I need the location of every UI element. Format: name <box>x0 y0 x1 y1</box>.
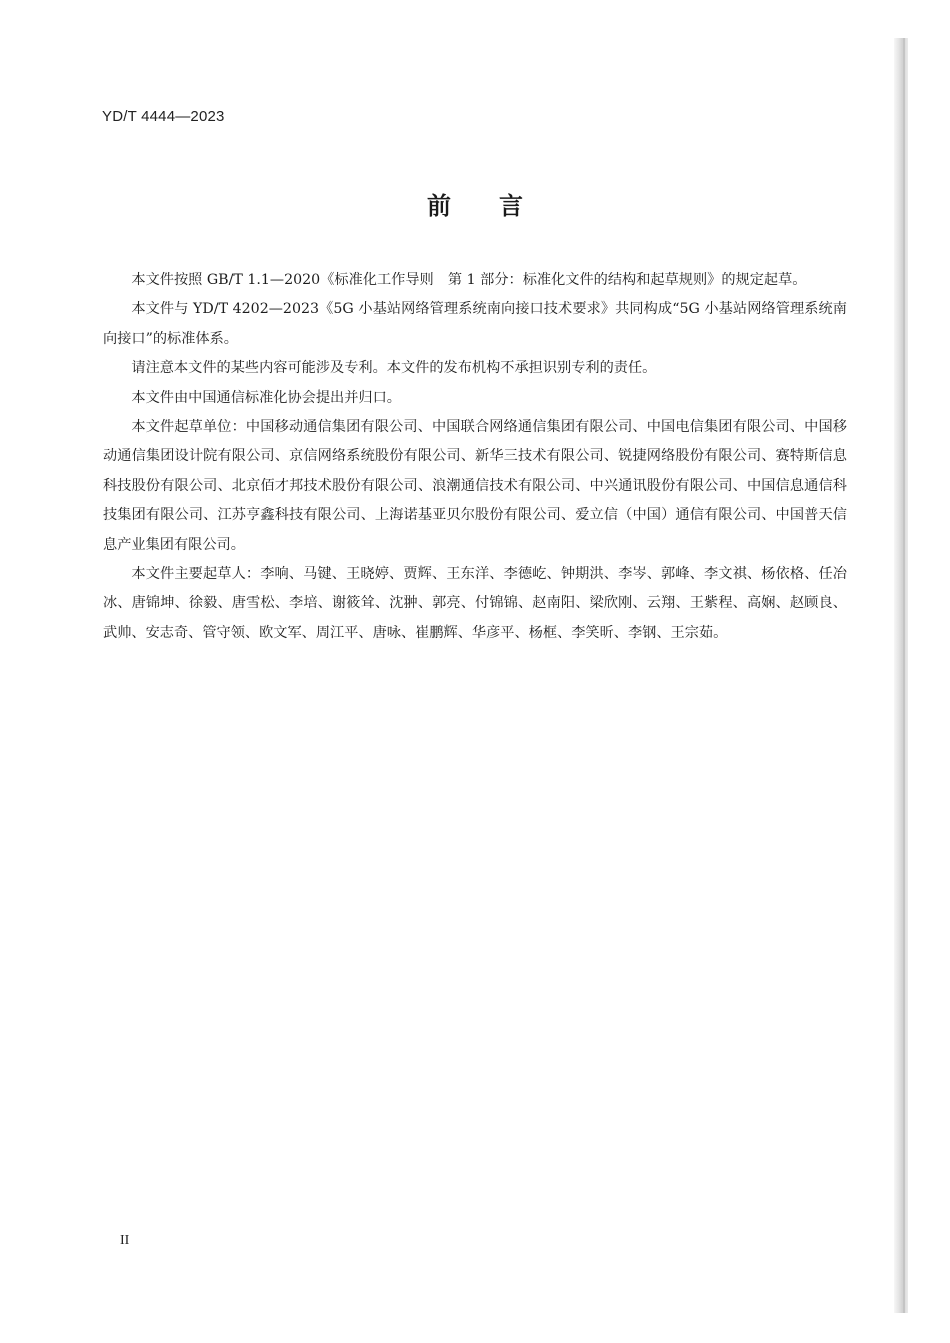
page-number: II <box>120 1233 130 1248</box>
paragraph-drafting-rules: 本文件按照 GB/T 1.1—2020《标准化工作导则 第 1 部分：标准化文件的结构和起草规则》的规定起草。 <box>131 272 807 288</box>
scan-edge-line <box>903 38 905 1313</box>
scan-edge-shadow <box>894 38 908 1313</box>
paragraph-standard-system: 本文件与 YD/T 4202—2023《5G 小基站网络管理系统南向接口技术要求》共同构成“5G 小基站网络管理系统南向接口”的标准体系。 <box>103 301 847 347</box>
page-title: 前言 <box>427 192 571 220</box>
document-code: YD/T 4444—2023 <box>102 108 225 125</box>
paragraph-drafters: 本文件主要起草人：李响、马键、王晓婷、贾辉、王东洋、李德屹、钟期洪、李岑、郭峰、李文祺、杨依格、任冶冰、唐锦坤、徐毅、唐雪松、李培、谢筱耸、沈翀、郭亮、付锦锦、赵南阳、梁欣刚、云翔、王紫程、高娴、赵顾良、武帅、安志奇、管守领、欧文军、周江平、唐咏、崔鹏辉、华彦平、杨框、李笑昕、李钢、王宗茹。 <box>103 566 847 641</box>
paragraph-drafting-units: 本文件起草单位：中国移动通信集团有限公司、中国联合网络通信集团有限公司、中国电信集团有限公司、中国移动通信集团设计院有限公司、京信网络系统股份有限公司、新华三技术有限公司、锐捷网络股份有限公司、赛特斯信息科技股份有限公司、北京佰才邦技术股份有限公司、浪潮通信技术有限公司、中兴通讯股份有限公司、中国信息通信科技集团有限公司、江苏亨鑫科技有限公司、上海诺基亚贝尔股份有限公司、爱立信（中国）通信有限公司、中国普天信息产业集团有限公司。 <box>103 419 847 553</box>
foreword-body <box>103 266 847 648</box>
paragraph-patent-notice: 请注意本文件的某些内容可能涉及专利。本文件的发布机构不承担识别专利的责任。 <box>131 360 657 377</box>
paragraph-proposer: 本文件由中国通信标准化协会提出并归口。 <box>131 389 401 406</box>
